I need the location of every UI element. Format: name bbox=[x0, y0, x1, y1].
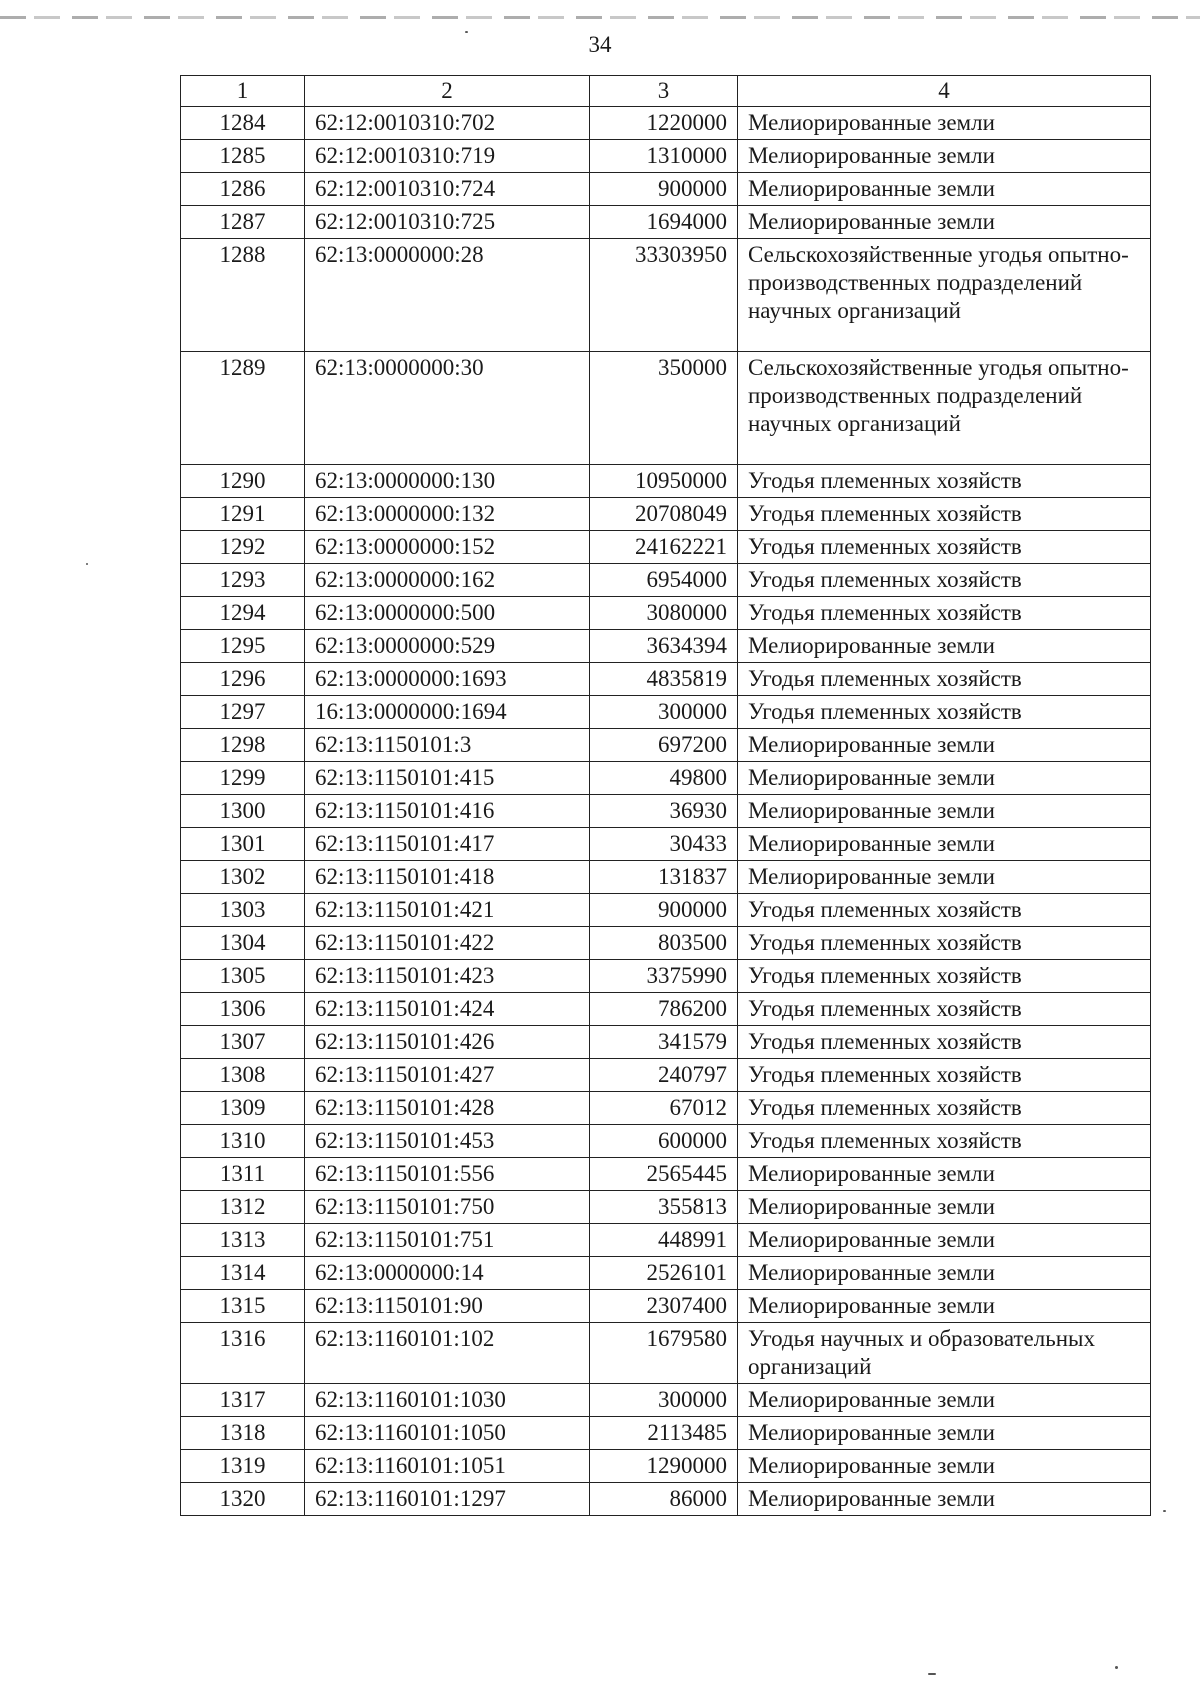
row-number-cell: 1310 bbox=[181, 1125, 305, 1158]
table-row bbox=[181, 696, 1151, 729]
cadastral-number-cell: 62:13:1150101:556 bbox=[305, 1158, 590, 1191]
land-category-cell: Мелиорированные земли bbox=[738, 1224, 1151, 1257]
cadastral-number-cell: 62:12:0010310:702 bbox=[305, 107, 590, 140]
table-row bbox=[181, 894, 1151, 927]
cadastral-number-cell: 62:13:0000000:28 bbox=[305, 239, 590, 352]
area-cell: 900000 bbox=[590, 173, 738, 206]
table-row bbox=[181, 173, 1151, 206]
column-header-3: 3 bbox=[590, 76, 738, 107]
area-cell: 3375990 bbox=[590, 960, 738, 993]
land-register-table bbox=[180, 75, 1151, 1516]
cadastral-number-cell: 62:13:1150101:421 bbox=[305, 894, 590, 927]
land-category-cell: Угодья племенных хозяйств bbox=[738, 894, 1151, 927]
row-number-cell: 1318 bbox=[181, 1417, 305, 1450]
cadastral-number-cell: 62:13:1150101:751 bbox=[305, 1224, 590, 1257]
cadastral-number-cell: 62:13:1160101:102 bbox=[305, 1323, 590, 1384]
row-number-cell: 1300 bbox=[181, 795, 305, 828]
land-category-cell: Угодья племенных хозяйств bbox=[738, 960, 1151, 993]
cadastral-number-cell: 62:13:0000000:1693 bbox=[305, 663, 590, 696]
area-cell: 24162221 bbox=[590, 531, 738, 564]
row-number-cell: 1312 bbox=[181, 1191, 305, 1224]
table-row bbox=[181, 729, 1151, 762]
area-cell: 240797 bbox=[590, 1059, 738, 1092]
cadastral-number-cell: 62:13:1150101:416 bbox=[305, 795, 590, 828]
cadastral-number-cell: 62:13:1150101:426 bbox=[305, 1026, 590, 1059]
row-number-cell: 1302 bbox=[181, 861, 305, 894]
row-number-cell: 1304 bbox=[181, 927, 305, 960]
area-cell: 131837 bbox=[590, 861, 738, 894]
land-category-cell: Мелиорированные земли bbox=[738, 861, 1151, 894]
table-row bbox=[181, 1417, 1151, 1450]
table-row bbox=[181, 1191, 1151, 1224]
table-row bbox=[181, 1125, 1151, 1158]
column-header-1: 1 bbox=[181, 76, 305, 107]
land-category-cell: Угодья племенных хозяйств bbox=[738, 1092, 1151, 1125]
land-category-cell: Мелиорированные земли bbox=[738, 1257, 1151, 1290]
row-number-cell: 1305 bbox=[181, 960, 305, 993]
land-category-cell: Угодья племенных хозяйств bbox=[738, 1125, 1151, 1158]
cadastral-number-cell: 62:12:0010310:725 bbox=[305, 206, 590, 239]
area-cell: 341579 bbox=[590, 1026, 738, 1059]
row-number-cell: 1291 bbox=[181, 498, 305, 531]
scan-speck bbox=[928, 1673, 936, 1675]
table-row bbox=[181, 498, 1151, 531]
cadastral-number-cell: 62:13:1150101:423 bbox=[305, 960, 590, 993]
table-row bbox=[181, 1059, 1151, 1092]
table-row bbox=[181, 140, 1151, 173]
land-category-cell: Мелиорированные земли bbox=[738, 206, 1151, 239]
table-row bbox=[181, 1290, 1151, 1323]
row-number-cell: 1295 bbox=[181, 630, 305, 663]
row-number-cell: 1307 bbox=[181, 1026, 305, 1059]
table-row bbox=[181, 828, 1151, 861]
cadastral-number-cell: 62:13:0000000:500 bbox=[305, 597, 590, 630]
area-cell: 3634394 bbox=[590, 630, 738, 663]
table-row bbox=[181, 1257, 1151, 1290]
table-body bbox=[181, 107, 1151, 1516]
row-number-cell: 1286 bbox=[181, 173, 305, 206]
table-row bbox=[181, 597, 1151, 630]
cadastral-number-cell: 62:13:1150101:427 bbox=[305, 1059, 590, 1092]
cadastral-number-cell: 62:13:1160101:1050 bbox=[305, 1417, 590, 1450]
table-row bbox=[181, 531, 1151, 564]
table-row bbox=[181, 1323, 1151, 1384]
table-row bbox=[181, 630, 1151, 663]
land-category-cell: Мелиорированные земли bbox=[738, 729, 1151, 762]
land-category-cell: Мелиорированные земли bbox=[738, 1450, 1151, 1483]
table-row bbox=[181, 1026, 1151, 1059]
area-cell: 3080000 bbox=[590, 597, 738, 630]
area-cell: 900000 bbox=[590, 894, 738, 927]
scan-speck bbox=[1115, 1666, 1118, 1669]
row-number-cell: 1288 bbox=[181, 239, 305, 352]
cadastral-number-cell: 62:13:1150101:3 bbox=[305, 729, 590, 762]
row-number-cell: 1314 bbox=[181, 1257, 305, 1290]
table-row bbox=[181, 960, 1151, 993]
area-cell: 1679580 bbox=[590, 1323, 738, 1384]
table-row bbox=[181, 352, 1151, 465]
land-category-cell: Мелиорированные земли bbox=[738, 795, 1151, 828]
scan-speck bbox=[1163, 1510, 1166, 1512]
area-cell: 448991 bbox=[590, 1224, 738, 1257]
row-number-cell: 1319 bbox=[181, 1450, 305, 1483]
land-category-cell: Угодья племенных хозяйств bbox=[738, 993, 1151, 1026]
cadastral-number-cell: 62:13:1160101:1297 bbox=[305, 1483, 590, 1516]
cadastral-number-cell: 62:13:1150101:422 bbox=[305, 927, 590, 960]
cadastral-number-cell: 16:13:0000000:1694 bbox=[305, 696, 590, 729]
row-number-cell: 1297 bbox=[181, 696, 305, 729]
land-category-cell: Мелиорированные земли bbox=[738, 173, 1151, 206]
area-cell: 49800 bbox=[590, 762, 738, 795]
page-number: 34 bbox=[588, 32, 612, 57]
cadastral-number-cell: 62:13:1150101:417 bbox=[305, 828, 590, 861]
cadastral-number-cell: 62:13:0000000:529 bbox=[305, 630, 590, 663]
area-cell: 1290000 bbox=[590, 1450, 738, 1483]
table-row bbox=[181, 206, 1151, 239]
cadastral-number-cell: 62:13:1150101:750 bbox=[305, 1191, 590, 1224]
area-cell: 10950000 bbox=[590, 465, 738, 498]
land-category-cell: Мелиорированные земли bbox=[738, 828, 1151, 861]
land-category-cell: Угодья племенных хозяйств bbox=[738, 1026, 1151, 1059]
cadastral-number-cell: 62:13:0000000:152 bbox=[305, 531, 590, 564]
row-number-cell: 1293 bbox=[181, 564, 305, 597]
scan-speck bbox=[465, 31, 468, 33]
row-number-cell: 1299 bbox=[181, 762, 305, 795]
area-cell: 355813 bbox=[590, 1191, 738, 1224]
table-row bbox=[181, 564, 1151, 597]
row-number-cell: 1289 bbox=[181, 352, 305, 465]
land-category-cell: Мелиорированные земли bbox=[738, 140, 1151, 173]
column-header-4: 4 bbox=[738, 76, 1151, 107]
table-row bbox=[181, 107, 1151, 140]
area-cell: 697200 bbox=[590, 729, 738, 762]
cadastral-number-cell: 62:13:1150101:90 bbox=[305, 1290, 590, 1323]
area-cell: 33303950 bbox=[590, 239, 738, 352]
row-number-cell: 1313 bbox=[181, 1224, 305, 1257]
land-category-cell: Сельскохозяйственные угодья опытно-производственных подразделений научных организаций bbox=[738, 239, 1151, 352]
land-category-cell: Мелиорированные земли bbox=[738, 1191, 1151, 1224]
area-cell: 67012 bbox=[590, 1092, 738, 1125]
area-cell: 786200 bbox=[590, 993, 738, 1026]
cadastral-number-cell: 62:13:1160101:1030 bbox=[305, 1384, 590, 1417]
area-cell: 1310000 bbox=[590, 140, 738, 173]
land-category-cell: Мелиорированные земли bbox=[738, 762, 1151, 795]
area-cell: 300000 bbox=[590, 696, 738, 729]
row-number-cell: 1309 bbox=[181, 1092, 305, 1125]
column-header-2: 2 bbox=[305, 76, 590, 107]
land-category-cell: Угодья племенных хозяйств bbox=[738, 1059, 1151, 1092]
area-cell: 36930 bbox=[590, 795, 738, 828]
row-number-cell: 1315 bbox=[181, 1290, 305, 1323]
area-cell: 30433 bbox=[590, 828, 738, 861]
area-cell: 803500 bbox=[590, 927, 738, 960]
row-number-cell: 1296 bbox=[181, 663, 305, 696]
area-cell: 300000 bbox=[590, 1384, 738, 1417]
row-number-cell: 1290 bbox=[181, 465, 305, 498]
land-category-cell: Мелиорированные земли bbox=[738, 1158, 1151, 1191]
row-number-cell: 1292 bbox=[181, 531, 305, 564]
land-category-cell: Угодья племенных хозяйств bbox=[738, 663, 1151, 696]
table-row bbox=[181, 993, 1151, 1026]
land-category-cell: Угодья племенных хозяйств bbox=[738, 927, 1151, 960]
header-row bbox=[181, 76, 1151, 107]
area-cell: 350000 bbox=[590, 352, 738, 465]
land-category-cell: Угодья племенных хозяйств bbox=[738, 465, 1151, 498]
land-category-cell: Угодья научных и образовательных организаций bbox=[738, 1323, 1151, 1384]
row-number-cell: 1294 bbox=[181, 597, 305, 630]
cadastral-number-cell: 62:13:1150101:415 bbox=[305, 762, 590, 795]
table-row bbox=[181, 239, 1151, 352]
table-row bbox=[181, 1158, 1151, 1191]
row-number-cell: 1317 bbox=[181, 1384, 305, 1417]
land-category-cell: Мелиорированные земли bbox=[738, 1290, 1151, 1323]
table-row bbox=[181, 795, 1151, 828]
area-cell: 1694000 bbox=[590, 206, 738, 239]
table-row bbox=[181, 927, 1151, 960]
row-number-cell: 1306 bbox=[181, 993, 305, 1026]
scan-speck bbox=[86, 563, 88, 565]
cadastral-number-cell: 62:13:0000000:162 bbox=[305, 564, 590, 597]
row-number-cell: 1303 bbox=[181, 894, 305, 927]
cadastral-number-cell: 62:13:1150101:424 bbox=[305, 993, 590, 1026]
table-row bbox=[181, 465, 1151, 498]
row-number-cell: 1284 bbox=[181, 107, 305, 140]
area-cell: 86000 bbox=[590, 1483, 738, 1516]
row-number-cell: 1301 bbox=[181, 828, 305, 861]
land-category-cell: Сельскохозяйственные угодья опытно-производственных подразделений научных организаций bbox=[738, 352, 1151, 465]
table-row bbox=[181, 1483, 1151, 1516]
area-cell: 2307400 bbox=[590, 1290, 738, 1323]
row-number-cell: 1311 bbox=[181, 1158, 305, 1191]
row-number-cell: 1308 bbox=[181, 1059, 305, 1092]
cadastral-number-cell: 62:13:0000000:30 bbox=[305, 352, 590, 465]
row-number-cell: 1287 bbox=[181, 206, 305, 239]
cadastral-number-cell: 62:13:0000000:14 bbox=[305, 1257, 590, 1290]
table-row bbox=[181, 861, 1151, 894]
scan-top-edge-artifact bbox=[0, 16, 1200, 19]
land-category-cell: Мелиорированные земли bbox=[738, 1417, 1151, 1450]
land-category-cell: Угодья племенных хозяйств bbox=[738, 597, 1151, 630]
row-number-cell: 1285 bbox=[181, 140, 305, 173]
area-cell: 1220000 bbox=[590, 107, 738, 140]
area-cell: 6954000 bbox=[590, 564, 738, 597]
land-category-cell: Мелиорированные земли bbox=[738, 107, 1151, 140]
land-category-cell: Угодья племенных хозяйств bbox=[738, 498, 1151, 531]
cadastral-number-cell: 62:13:1150101:418 bbox=[305, 861, 590, 894]
cadastral-number-cell: 62:12:0010310:719 bbox=[305, 140, 590, 173]
land-category-cell: Мелиорированные земли bbox=[738, 1483, 1151, 1516]
cadastral-number-cell: 62:13:0000000:132 bbox=[305, 498, 590, 531]
table-row bbox=[181, 1384, 1151, 1417]
land-category-cell: Угодья племенных хозяйств bbox=[738, 564, 1151, 597]
land-category-cell: Угодья племенных хозяйств bbox=[738, 696, 1151, 729]
table-row bbox=[181, 762, 1151, 795]
cadastral-number-cell: 62:13:1150101:428 bbox=[305, 1092, 590, 1125]
area-cell: 20708049 bbox=[590, 498, 738, 531]
table-row bbox=[181, 1450, 1151, 1483]
land-category-cell: Мелиорированные земли bbox=[738, 630, 1151, 663]
land-category-cell: Мелиорированные земли bbox=[738, 1384, 1151, 1417]
area-cell: 600000 bbox=[590, 1125, 738, 1158]
area-cell: 2113485 bbox=[590, 1417, 738, 1450]
table-row bbox=[181, 1092, 1151, 1125]
cadastral-number-cell: 62:13:0000000:130 bbox=[305, 465, 590, 498]
area-cell: 4835819 bbox=[590, 663, 738, 696]
cadastral-number-cell: 62:12:0010310:724 bbox=[305, 173, 590, 206]
land-category-cell: Угодья племенных хозяйств bbox=[738, 531, 1151, 564]
row-number-cell: 1320 bbox=[181, 1483, 305, 1516]
cadastral-number-cell: 62:13:1160101:1051 bbox=[305, 1450, 590, 1483]
cadastral-number-cell: 62:13:1150101:453 bbox=[305, 1125, 590, 1158]
row-number-cell: 1298 bbox=[181, 729, 305, 762]
table-row bbox=[181, 1224, 1151, 1257]
table-row bbox=[181, 663, 1151, 696]
area-cell: 2526101 bbox=[590, 1257, 738, 1290]
row-number-cell: 1316 bbox=[181, 1323, 305, 1384]
area-cell: 2565445 bbox=[590, 1158, 738, 1191]
